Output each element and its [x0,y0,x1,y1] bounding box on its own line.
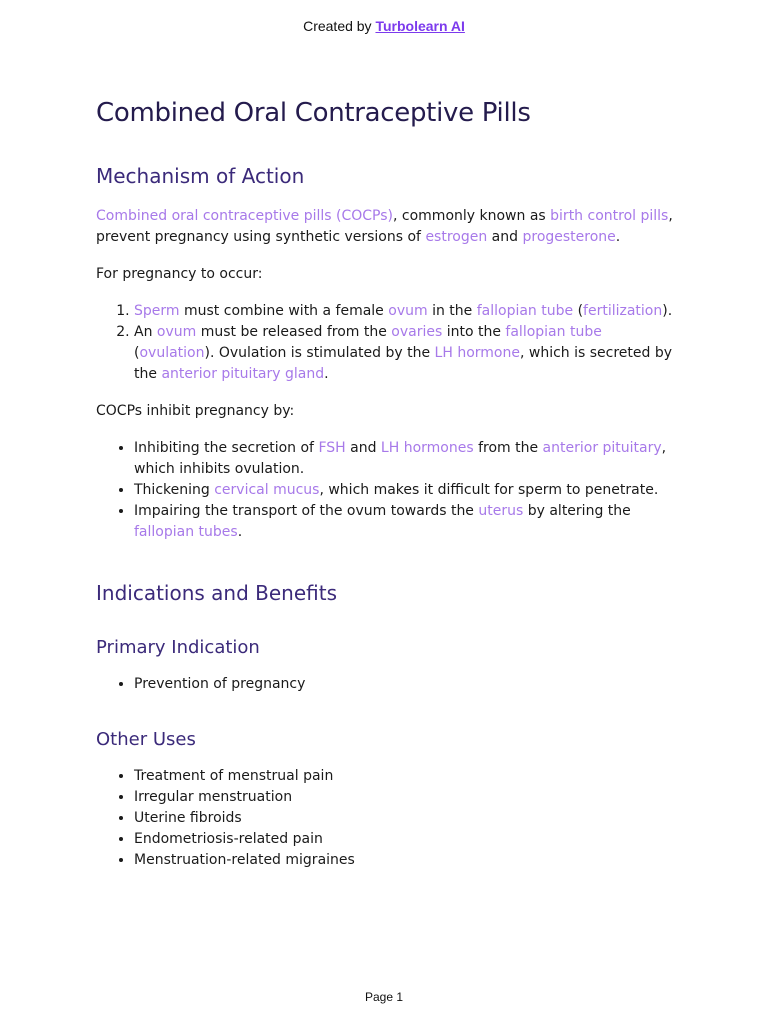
term-ovaries: ovaries [391,324,443,340]
text-span: and [487,229,523,245]
term-uterus: uterus [478,503,524,519]
term-birth-control-pills: birth control pills [550,208,669,224]
text-span: Impairing the transport of the ovum towards the [134,503,479,519]
text-span: , prevent pregnancy using synthetic versions of [96,208,673,245]
other-uses-heading: Other Uses [96,729,196,750]
list-item [134,322,676,385]
text-span: , commonly known as [393,208,551,224]
text-span: ). [662,303,673,319]
mechanism-heading: Mechanism of Action [96,164,305,188]
term-anterior-pituitary-gland: anterior pituitary gland [161,366,325,382]
text-span: in the [427,303,477,319]
term-anterior-pituitary: anterior pituitary [542,440,662,456]
list-item: • Treatment of menstrual pain [134,766,676,787]
term-fallopian-tubes: fallopian tubes [134,524,238,540]
created-by-header [0,18,768,34]
text-span: , which is secreted by the [134,345,673,382]
mechanism-intro [96,206,676,248]
text-span: , which makes it difficult for sperm to penetrate. [319,482,659,498]
text-span: into the [442,324,506,340]
term-estrogen: estrogen [425,229,488,245]
document-content [96,98,676,887]
text-span: , which inhibits ovulation. [134,440,667,477]
term-ovum: ovum [388,303,428,319]
list-item [134,301,676,322]
inhibit-label: COCPs inhibit pregnancy by: [96,403,295,419]
text-span: . [237,524,243,540]
primary-indication-list [96,674,676,695]
primary-indication-heading: Primary Indication [96,637,260,658]
term-cervical-mucus: cervical mucus [214,482,320,498]
text-span: ). Ovulation is stimulated by the [204,345,435,361]
text-span: from the [473,440,543,456]
term-fertilization: fertilization [583,303,663,319]
created-by-text: Created by [303,18,376,34]
text-span: . [324,366,329,382]
text-span: and [345,440,381,456]
other-uses-list [96,766,676,871]
text-span: An [134,324,157,340]
page-number: Page 1 [364,990,404,1004]
list-item: • Endometriosis-related pain [134,829,676,850]
page-title: Combined Oral Contraceptive Pills [96,98,531,128]
list-item: • Prevention of pregnancy [134,674,676,695]
list-item [134,480,676,501]
list-item [134,501,676,543]
text-span: by altering the [523,503,631,519]
list-item [134,438,676,480]
pregnancy-steps-list [96,301,676,385]
text-span: . [615,229,621,245]
text-span: ( [573,303,584,319]
term-fsh: FSH [318,440,346,456]
turbolearn-link[interactable]: Turbolearn AI [375,18,465,34]
text-span: must be released from the [196,324,392,340]
term-progesterone: progesterone [522,229,616,245]
term-sperm: Sperm [134,303,180,319]
indications-heading: Indications and Benefits [96,581,338,605]
term-fallopian-tube: fallopian tube [505,324,602,340]
term-ovulation: ovulation [139,345,205,361]
list-item: • Menstruation-related migraines [134,850,676,871]
term-lh-hormone: LH hormone [434,345,520,361]
text-span: must combine with a female [179,303,389,319]
term-lh-hormones: LH hormones [380,440,474,456]
inhibit-list [96,438,676,543]
term-ovum: ovum [156,324,197,340]
list-item: • Uterine fibroids [134,808,676,829]
text-span: Thickening [134,482,215,498]
pregnancy-label: For pregnancy to occur: [96,266,263,282]
text-span: ( [134,345,140,361]
term-fallopian-tube: fallopian tube [476,303,574,319]
text-span: Inhibiting the secretion of [134,440,319,456]
list-item: • Irregular menstruation [134,787,676,808]
term-cocps: Combined oral contraceptive pills (COCPs) [96,208,393,224]
